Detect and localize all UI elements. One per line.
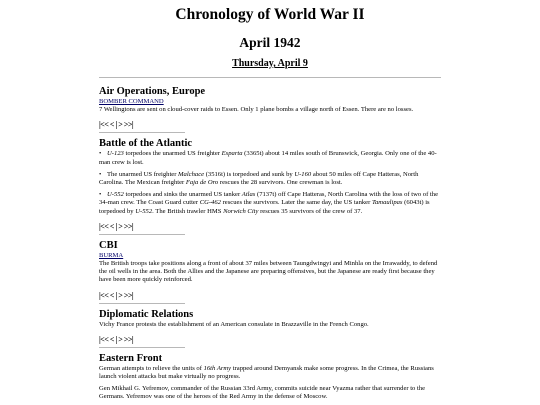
ship-name: U-552 xyxy=(135,207,153,215)
bullet-icon: • xyxy=(99,150,102,158)
section-text: 7 Wellingtons are sent on cloud-cover raids to Essen. Only 1 plane bombs a village north of Essen. There are no losses. xyxy=(99,106,414,114)
item-text: The unarmed US freighter xyxy=(107,170,179,178)
item-text: . The British trawler HMS xyxy=(152,207,224,215)
nav-bar xyxy=(99,222,441,231)
section-title: CBI xyxy=(99,239,118,251)
item-text: rescues 35 survivors of the crew of 37. xyxy=(258,207,363,215)
item-text: torpedoes and sinks the unarmed US tanker xyxy=(123,191,242,199)
nav-prev-button[interactable]: < xyxy=(109,120,114,130)
page-title: Chronology of World War II xyxy=(175,6,365,23)
list-item xyxy=(99,171,441,187)
nav-bar xyxy=(99,120,441,129)
ship-name: Atlas xyxy=(241,191,256,199)
item-text: about 50 miles off Cape Hatteras, North Carolina. The Mexican freighter xyxy=(99,170,419,187)
ship-name: U-123 xyxy=(107,150,124,158)
section-text: Vichy France protests the establishment of an American consulate in Brazzaville in the French Congo. xyxy=(99,320,369,328)
section-text: The British troops take positions along a front of about 37 miles between Taungdwingyi and Minhla on the Irrawaddy, to defend the oil wells in the area. Both the Allies and the Japanese are preparing offensives, but the Japanese are ready first because they have been more quickly reinforced. xyxy=(99,260,438,284)
ship-name: U-552 xyxy=(107,191,124,199)
nav-prev-button[interactable]: < xyxy=(109,290,114,300)
page-day: Thursday, April 9 xyxy=(232,58,308,69)
ship-name: Norwich City xyxy=(223,207,259,215)
nav-next-button[interactable]: > xyxy=(118,221,123,231)
item-text: (3516t) is torpedoed and sunk by xyxy=(204,170,295,178)
section-title: Air Operations, Europe xyxy=(99,86,206,97)
section-cbi xyxy=(99,240,441,304)
nav-last-button[interactable]: >>| xyxy=(123,120,134,130)
nav-first-button[interactable]: |<< xyxy=(99,221,109,231)
bullet-icon: • xyxy=(99,170,102,178)
nav-separator: | xyxy=(115,334,117,344)
nav-next-button[interactable]: > xyxy=(118,120,123,130)
ship-name: Esparta xyxy=(221,150,243,158)
ship-name: Malchace xyxy=(178,170,205,178)
nav-prev-button[interactable]: < xyxy=(109,334,114,344)
section-text: Gen Mikhail G. Yefremov, commander of the Russian 33rd Army, commits suicide near Vyazma rather that surrender to the Germans. Yefremov was one of the heroes of the Red Army in the defense of Moscow. xyxy=(99,385,426,401)
bullet-icon: • xyxy=(99,191,102,199)
nav-separator: | xyxy=(115,221,117,231)
item-text: trapped around Demyansk make some progress. In the Crimea, the Russians launch violent attacks but make virtually no progress. xyxy=(99,364,434,381)
nav-separator: | xyxy=(115,120,117,130)
unit-name: 16th Army xyxy=(203,364,232,372)
subsection-link[interactable]: BOMBER COMMAND xyxy=(99,98,164,105)
nav-first-button[interactable]: |<< xyxy=(99,290,109,300)
nav-last-button[interactable]: >>| xyxy=(123,221,134,231)
nav-bar xyxy=(99,291,441,300)
ship-name: CG-462 xyxy=(199,199,221,207)
section-title: Diplomatic Relations xyxy=(99,308,194,320)
ship-name: Tamaulipas xyxy=(371,199,403,207)
nav-first-button[interactable]: |<< xyxy=(99,334,109,344)
divider xyxy=(99,303,185,304)
section-diplomatic-relations xyxy=(99,309,441,348)
nav-next-button[interactable]: > xyxy=(118,290,123,300)
item-text: German attempts to relieve the units of xyxy=(99,364,204,372)
nav-first-button[interactable]: |<< xyxy=(99,120,109,130)
content xyxy=(99,86,441,402)
item-text: (7137t) off Cape Hatteras, North Carolina with the loss of two of the 34-man crew. The Coast Guard cutter xyxy=(99,191,438,207)
nav-last-button[interactable]: >>| xyxy=(123,334,134,344)
divider xyxy=(99,77,441,78)
list-item xyxy=(99,150,441,166)
nav-bar xyxy=(99,335,441,344)
divider xyxy=(99,347,185,348)
divider xyxy=(99,234,185,235)
item-text: rescues the 28 survivors. One crewman is lost. xyxy=(218,179,343,187)
section-battle-of-atlantic xyxy=(99,138,441,234)
nav-prev-button[interactable]: < xyxy=(109,221,114,231)
divider xyxy=(99,132,185,133)
nav-next-button[interactable]: > xyxy=(118,334,123,344)
list-item xyxy=(99,191,441,216)
section-air-operations xyxy=(99,86,441,133)
ship-name: U-160 xyxy=(294,170,312,178)
section-title: Battle of the Atlantic xyxy=(99,138,193,150)
subsection-link[interactable]: BURMA xyxy=(99,251,124,259)
item-text: torpedoes the unarmed US freighter xyxy=(123,150,222,158)
item-text: (3365t) about 14 miles south of Brunswick, Georgia. Only one of the 40-man crew is lost. xyxy=(99,150,437,166)
section-eastern-front xyxy=(99,353,441,402)
nav-last-button[interactable]: >>| xyxy=(123,290,134,300)
item-text: rescues the survivors. Later the same day, the US tanker xyxy=(220,199,372,207)
section-text xyxy=(99,365,441,381)
item-text: (6043t) is torpedoed by xyxy=(99,199,430,215)
nav-separator: | xyxy=(115,290,117,300)
ship-name: Faja de Oro xyxy=(185,179,219,187)
section-title: Eastern Front xyxy=(99,352,163,364)
page-month: April 1942 xyxy=(239,35,301,50)
